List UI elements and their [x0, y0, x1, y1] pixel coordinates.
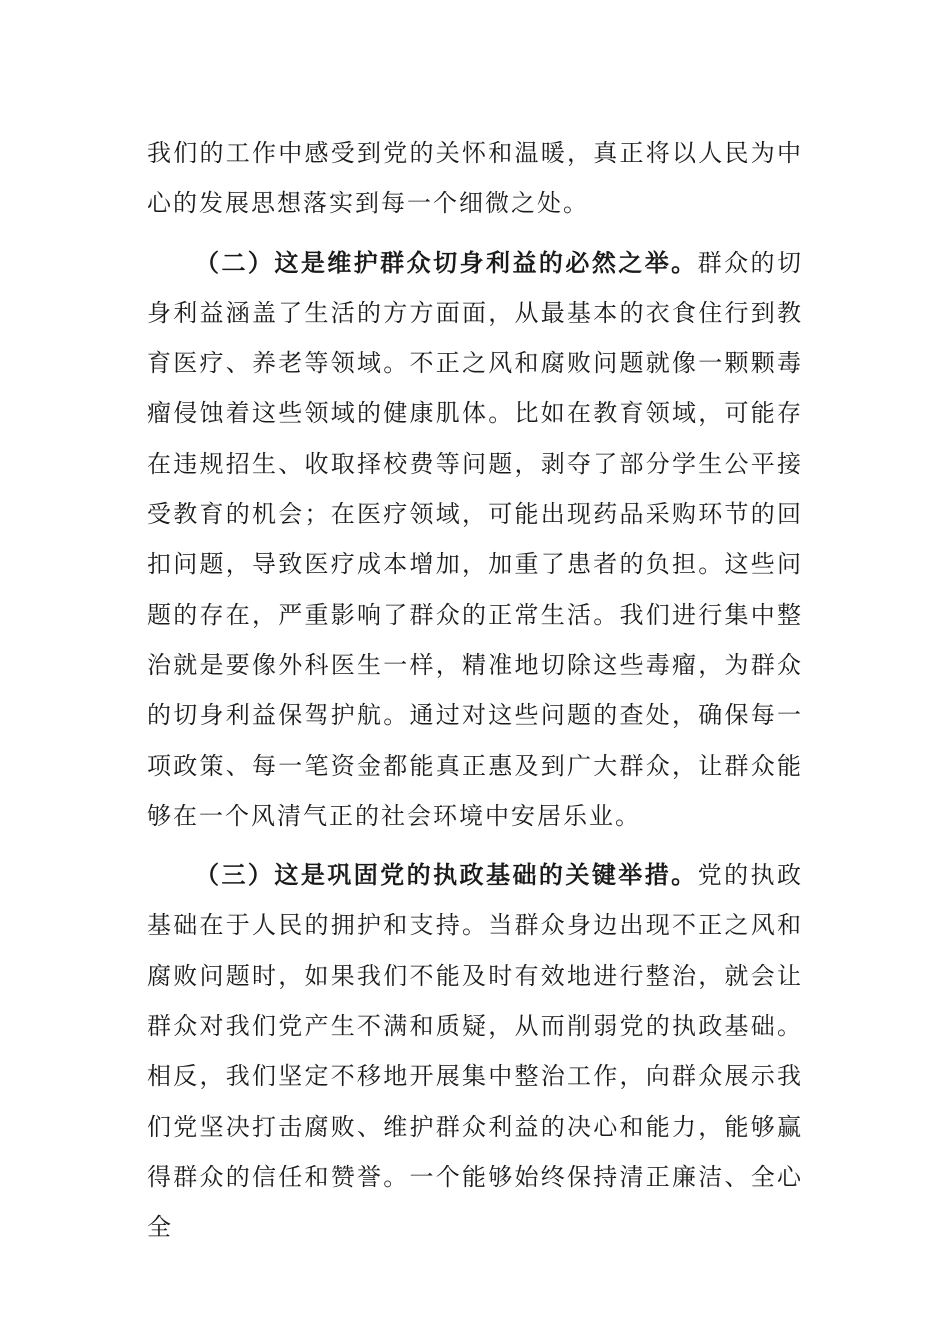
section-heading: （二）这是维护群众切身利益的必然之举。: [195, 247, 698, 277]
paragraph-text: 我们的工作中感受到党的关怀和温暖，真正将以人民为中心的发展思想落实到每一个细微之处。: [147, 139, 803, 218]
paragraph-gap: [147, 841, 803, 850]
paragraph-section-three: [147, 850, 803, 1252]
paragraph-continuation: [147, 128, 803, 229]
paragraph-gap: [147, 229, 803, 238]
paragraph-text: 党的执政基础在于人民的拥护和支持。当群众身边出现不正之风和腐败问题时，如果我们不能及时有效地进行整治，就会让群众对我们党产生不满和质疑，从而削弱党的执政基础。相反，我们坚定不移地开展集中整治工作，向群众展示我们党坚决打击腐败、维护群众利益的决心和能力，能够赢得群众的信任和赞誉。一个能够始终保持清正廉洁、全心全: [147, 861, 804, 1242]
paragraph-section-two: [147, 238, 803, 842]
section-heading: （三）这是巩固党的执政基础的关键举措。: [195, 860, 698, 890]
paragraph-text: 群众的切身利益涵盖了生活的方方面面，从最基本的衣食住行到教育医疗、养老等领域。不正之风和腐败问题就像一颗颗毒瘤侵蚀着这些领域的健康肌体。比如在教育领域，可能存在违规招生、收取择校费等问题，剥夺了部分学生公平接受教育的机会；在医疗领域，可能出现药品采购环节的回扣问题，导致医疗成本增加，加重了患者的负担。这些问题的存在，严重影响了群众的正常生活。我们进行集中整治就是要像外科医生一样，精准地切除这些毒瘤，为群众的切身利益保驾护航。通过对这些问题的查处，确保每一项政策、每一笔资金都能真正惠及到广大群众，让群众能够在一个风清气正的社会环境中安居乐业。: [147, 248, 804, 830]
document-body: [147, 128, 803, 1253]
